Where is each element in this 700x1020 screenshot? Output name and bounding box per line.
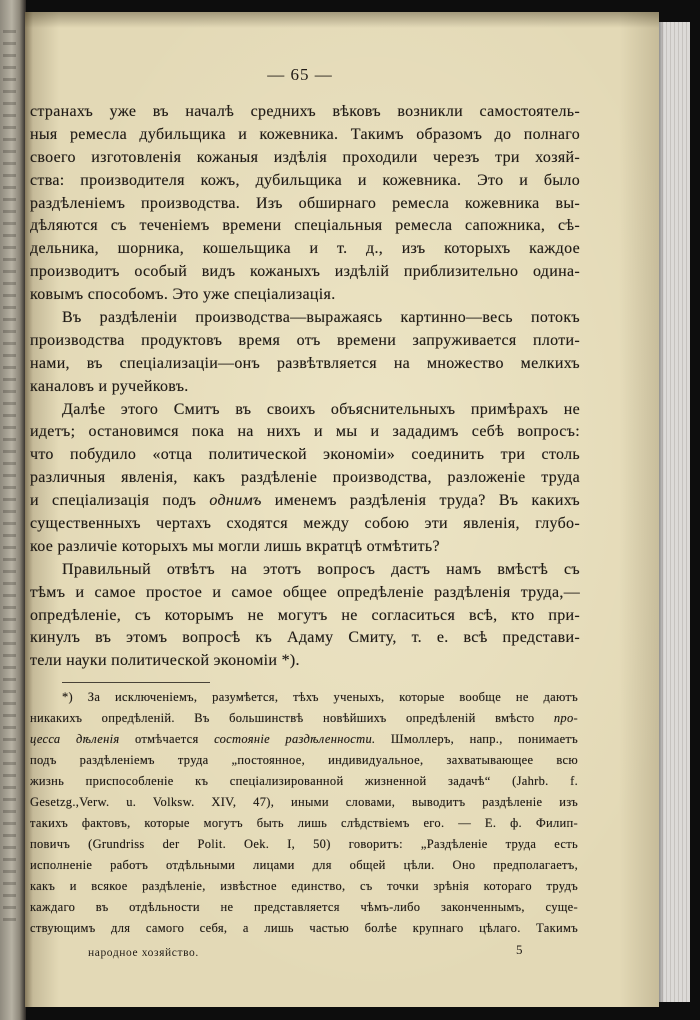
body-line: каналовъ и ручейковъ. — [30, 377, 189, 395]
body-line: ства: производителя кожъ, дубильщика и кожевника. Это и было — [30, 171, 580, 189]
body-line: странахъ уже въ началѣ среднихъ вѣковъ возникли самостоятель- — [30, 103, 580, 120]
footnote-line: жизнь приспособленіе къ спеціализированной жизненной задачѣ“ (Jahrb. f. — [30, 774, 578, 788]
body-line: тели науки политической экономіи *). — [30, 652, 300, 670]
body-line: ныя ремесла дубильщика и кожевника. Такимъ образомъ до полнаго — [30, 125, 580, 143]
body-line: Правильный отвѣтъ на этотъ вопросъ дастъ намъ вмѣстѣ съ — [62, 560, 580, 578]
body-line — [30, 490, 580, 513]
body-line: нами, въ спеціализаціи—онъ развѣтвляется на множество мелкихъ — [30, 354, 580, 372]
footnote-line: какъ и всякое раздѣленіе, извѣстное единство, съ точки зрѣнія котораго трудъ — [30, 879, 578, 893]
footnote-line: каждаго въ отдѣльности не представляется чѣмъ-либо законченнымъ, суще- — [30, 900, 578, 914]
body-line: дельника, шорника, кошельщика и т. д., изъ которыхъ каждое — [30, 240, 580, 258]
body-line: что побудило «отца политической экономіи» соединить три столь — [30, 446, 580, 464]
italic-emphasis: однимъ — [209, 492, 262, 510]
body-line: тѣмъ и самое простое и самое общее опредѣленіе раздѣленія труда,— — [30, 583, 580, 601]
body-line: идетъ; остановимся пока на нихъ и мы и зададимъ себѣ вопросъ: — [30, 423, 580, 441]
printer-signature: народное хозяйство. — [88, 947, 199, 959]
main-text — [30, 101, 580, 673]
body-line: различныя явленія, какъ раздѣленіе производства, разложеніе труда — [30, 469, 580, 487]
footnote-line — [30, 729, 578, 750]
body-line-segment: именемъ раздѣленія труда? Въ какихъ — [261, 492, 580, 510]
body-line: существенныхъ чертахъ сходятся между собою эти явленія, глубо- — [30, 515, 580, 533]
body-line: кинулъ въ этомъ вопросѣ къ Адаму Смиту, т. е. всѣ представи- — [30, 629, 580, 647]
footnote-line: Gesetzg.,Verw. u. Volksw. XIV, 47), иными словами, выводитъ раздѣленіе изъ — [30, 795, 578, 809]
footnote — [30, 687, 578, 939]
body-line: Далѣе этого Смитъ въ своихъ объяснительныхъ примѣрахъ не — [62, 400, 580, 418]
footnote-line-segment: отмѣчается — [119, 732, 215, 746]
body-line: опредѣленіе, съ которымъ не могутъ не согласиться всѣ, кто при- — [30, 606, 580, 624]
footnote-line-segment: никакихъ опредѣленій. Въ большинствѣ новѣйшихъ опредѣленій вмѣсто — [30, 711, 554, 725]
italic-emphasis: цесса дѣленія — [30, 732, 120, 746]
italic-emphasis: про- — [553, 711, 578, 725]
facing-page-text-fragments — [3, 30, 16, 930]
body-line: ковымъ способомъ. Это уже спеціализація. — [30, 286, 336, 304]
page-stack-edge — [659, 22, 690, 1002]
body-line: Въ раздѣленіи производства—выражаясь картинно—весь потокъ — [62, 309, 580, 327]
page-number: — 65 — — [267, 65, 333, 84]
footnote-separator — [62, 682, 210, 683]
body-line: раздѣленіемъ производства. Изъ обширнаго ремесла кожевника вы- — [30, 194, 580, 212]
footnote-line: *) За исключеніемъ, разумѣется, тѣхъ ученыхъ, которые вообще не даютъ — [62, 690, 578, 704]
signature-number: 5 — [516, 942, 523, 957]
body-line: дѣляются съ теченіемъ времени спеціальныя ремесла сапожника, сѣ- — [30, 217, 580, 235]
footnote-line — [30, 708, 578, 729]
body-line: производства продуктовъ время отъ времени запруживается плоти- — [30, 331, 580, 349]
footnote-line-segment: Шмоллеръ, напр., понимаетъ — [375, 732, 578, 746]
footnote-line: повичъ (Grundriss der Polit. Oek. I, 50) говоритъ: „Раздѣленіе труда есть — [30, 837, 578, 851]
footnote-line: исполненіе работъ отдѣльными лицами для общей цѣли. Оно предполагаетъ, — [30, 858, 578, 872]
footnote-line: ствующимъ для самого себя, а лишь частью болѣе крупнаго цѣлаго. Такимъ — [30, 921, 578, 935]
body-line-segment: и спеціализація подъ — [30, 492, 210, 510]
footnote-line: такихъ фактовъ, которые могутъ быть лишь слѣдствіемъ его. — Е. ф. Филип- — [30, 816, 578, 830]
facing-page-edge — [0, 0, 26, 1020]
body-line: своего изготовленія кожаныя издѣлія проходили черезъ три хозяй- — [30, 148, 580, 166]
italic-emphasis: состояніе раздѣленности. — [214, 732, 376, 746]
body-line: кое различіе которыхъ мы могли лишь вкратцѣ отмѣтить? — [30, 537, 440, 555]
body-line: производитъ особый видъ кожаныхъ издѣлій приблизительно одина- — [30, 263, 580, 281]
footnote-line: подъ раздѣленіемъ труда „постоянное, индивидуальное, захватывающее всю — [30, 753, 578, 767]
